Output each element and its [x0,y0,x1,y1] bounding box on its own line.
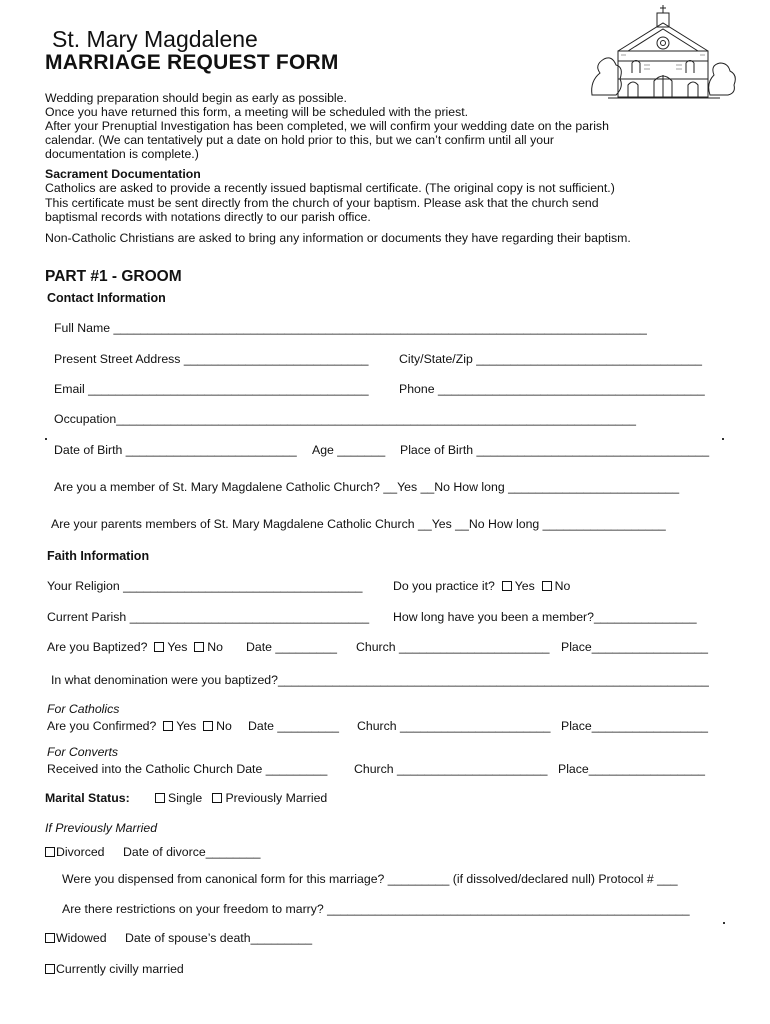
for-converts-label: For Converts [47,745,119,759]
single-checkbox[interactable] [155,793,165,803]
parents-member-question[interactable]: Are your parents members of St. Mary Magdalene Catholic Church __Yes __No How long __________________ [51,517,666,531]
baptism-place-field[interactable]: Place_________________ [561,640,709,654]
non-catholic-note: Non-Catholic Christians are asked to bring any information or documents they have regarding their baptism. [45,231,631,245]
intro-line-4: calendar. (We can tentatively put a date on hold prior to this, but we can’t confirm until all your [45,133,554,147]
member-question[interactable]: Are you a member of St. Mary Magdalene Catholic Church? __Yes __No How long _________________________ [54,480,680,494]
received-date-field[interactable]: Received into the Catholic Church Date _________ [47,762,328,776]
phone-field[interactable]: Phone _______________________________________ [399,382,705,396]
confirmation-church-field[interactable]: Church ______________________ [357,719,551,733]
practice-yes-label: Yes [514,579,535,593]
previously-married-checkbox[interactable] [212,793,222,803]
confirmation-place-field[interactable]: Place_________________ [561,719,709,733]
widowed-label: Widowed [56,931,107,945]
faith-info-heading: Faith Information [47,549,150,563]
single-label: Single [168,791,203,805]
baptism-church-field[interactable]: Church ______________________ [356,640,550,654]
spouse-death-date-field[interactable]: Date of spouse’s death_________ [125,931,313,945]
street-address-field[interactable]: Present Street Address ___________________________ [54,352,369,366]
intro-line-2: Once you have returned this form, a meeting will be scheduled with the priest. [45,105,469,119]
church-name: St. Mary Magdalene [52,26,258,52]
church-illustration [588,3,738,103]
age-field[interactable]: Age _______ [312,443,386,457]
intro-line-3: After your Prenuptial Investigation has been completed, we will confirm your wedding date on the parish [45,119,609,133]
baptism-date-field[interactable]: Date _________ [246,640,337,654]
civilly-married-checkbox[interactable] [45,964,55,974]
sacrament-line-1: Catholics are asked to provide a recently issued baptismal certificate. (The original copy is not sufficient.) [45,181,615,195]
current-parish-field[interactable]: Current Parish ___________________________________ [47,610,370,624]
civilly-married-option [45,962,184,976]
baptized-no-label: No [207,640,223,654]
civilly-married-label: Currently civilly married [56,962,184,976]
email-field[interactable]: Email _________________________________________ [54,382,369,396]
divorced-checkbox[interactable] [45,847,55,857]
margin-mark [723,922,725,924]
widowed-checkbox[interactable] [45,933,55,943]
practice-question [393,579,570,593]
practice-yes-checkbox[interactable] [502,581,512,591]
sacrament-line-3: baptismal records with notations directly to our parish office. [45,210,371,224]
confirmed-question [47,719,232,733]
margin-mark [45,438,47,440]
full-name-field[interactable]: Full Name ______________________________________________________________________________ [54,321,647,335]
marital-status-label: Marital Status: [45,791,130,805]
divorced-option [45,845,105,859]
if-previously-married-label: If Previously Married [45,821,158,835]
intro-line-5: documentation is complete.) [45,147,199,161]
denomination-field[interactable]: In what denomination were you baptized?_______________________________________________________________ [51,673,709,687]
city-state-zip-field[interactable]: City/State/Zip _________________________________ [399,352,702,366]
baptized-yes-label: Yes [167,640,188,654]
baptized-yes-checkbox[interactable] [154,642,164,652]
for-catholics-label: For Catholics [47,702,120,716]
confirmed-yes-checkbox[interactable] [163,721,173,731]
form-title: MARRIAGE REQUEST FORM [45,51,339,74]
widowed-option [45,931,107,945]
baptized-label: Are you Baptized? [47,640,148,654]
confirmed-no-label: No [216,719,232,733]
intro-line-1: Wedding preparation should begin as early as possible. [45,91,347,105]
sacrament-heading: Sacrament Documentation [45,167,201,181]
date-of-divorce-field[interactable]: Date of divorce________ [123,845,261,859]
marital-status-options [155,791,327,805]
received-place-field[interactable]: Place_________________ [558,762,706,776]
practice-no-checkbox[interactable] [542,581,552,591]
baptized-question [47,640,223,654]
religion-field[interactable]: Your Religion ___________________________________ [47,579,363,593]
baptized-no-checkbox[interactable] [194,642,204,652]
previously-married-label: Previously Married [225,791,328,805]
confirmed-no-checkbox[interactable] [203,721,213,731]
occupation-field[interactable]: Occupation____________________________________________________________________________ [54,412,636,426]
contact-info-heading: Contact Information [47,291,166,305]
place-of-birth-field[interactable]: Place of Birth __________________________________ [400,443,710,457]
part1-heading: PART #1 - GROOM [45,268,182,285]
practice-no-label: No [554,579,571,593]
dispensed-question[interactable]: Were you dispensed from canonical form for this marriage? _________ (if dissolved/declared null) Protocol # ___ [62,872,678,886]
received-church-field[interactable]: Church ______________________ [354,762,548,776]
confirmation-date-field[interactable]: Date _________ [248,719,339,733]
confirmed-yes-label: Yes [176,719,197,733]
how-long-member-field[interactable]: How long have you been a member?_______________ [393,610,697,624]
divorced-label: Divorced [56,845,105,859]
margin-mark [722,438,724,440]
confirmed-label: Are you Confirmed? [47,719,157,733]
restrictions-question[interactable]: Are there restrictions on your freedom to marry? _____________________________________________________ [62,902,690,916]
sacrament-line-2: This certificate must be sent directly from the church of your baptism. Please ask that the church send [45,196,599,210]
practice-label: Do you practice it? [393,579,495,593]
date-of-birth-field[interactable]: Date of Birth _________________________ [54,443,297,457]
